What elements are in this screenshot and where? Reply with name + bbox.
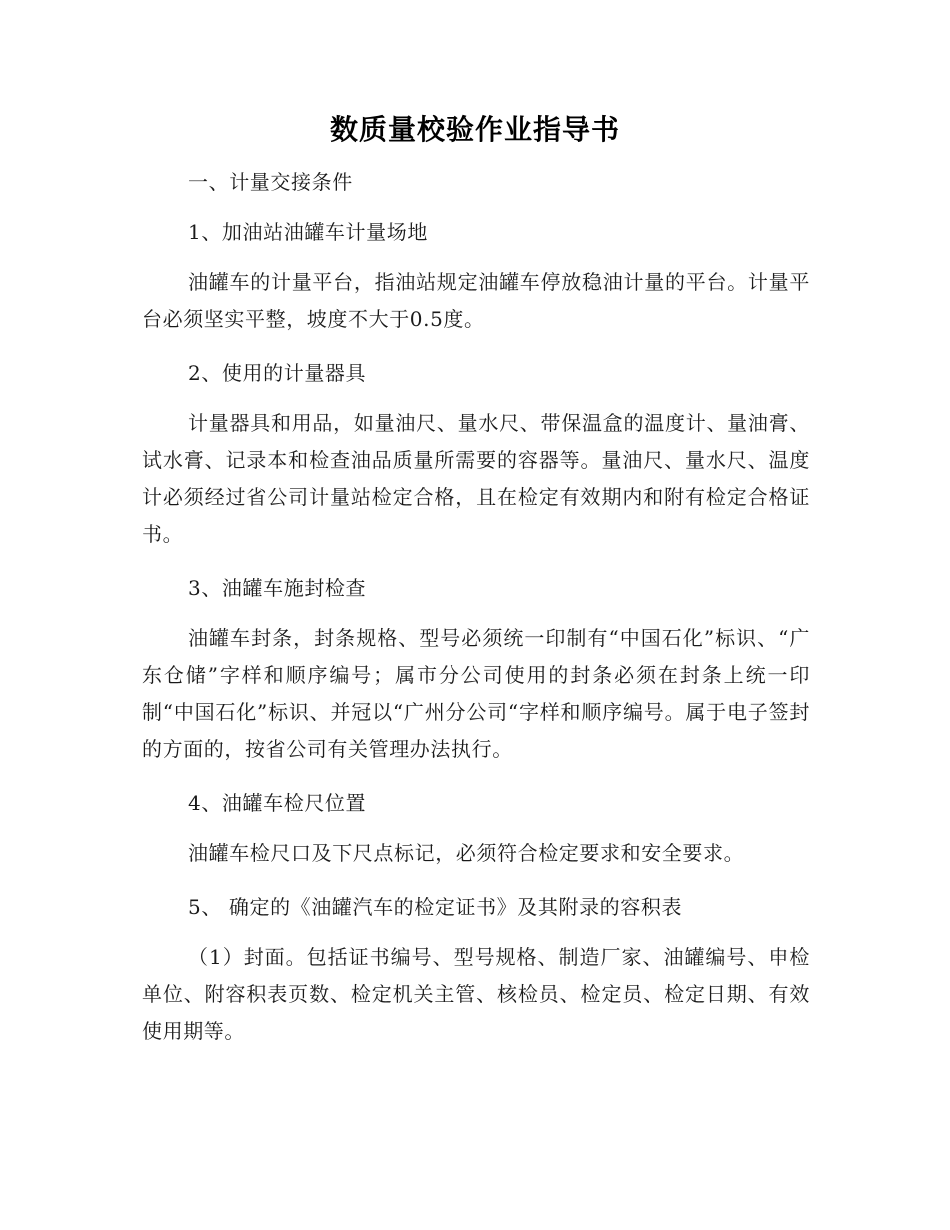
- subsection-heading-1: 1、加油站油罐车计量场地: [188, 220, 428, 244]
- paragraph-seal-inspection: 油罐车封条，封条规格、型号必须统一印制有“中国石化”标识、“广东仓储”字样和顺序编号；属市分公司使用的封条必须在封条上统一印制“中国石化”标识、并冠以“广州分公司“字样和顺序编号。属于电子签封的方面的，按省公司有关管理办法执行。: [142, 626, 810, 761]
- document-title: 数质量校验作业指导书: [329, 113, 620, 146]
- subsection-heading-2: 2、使用的计量器具: [188, 361, 367, 385]
- paragraph-measuring-instruments: 计量器具和用品，如量油尺、量水尺、带保温盒的温度计、量油膏、试水膏、记录本和检查油品质量所需要的容器等。量油尺、量水尺、温度计必须经过省公司计量站检定合格，且在检定有效期内和附有检定合格证书。: [142, 411, 810, 546]
- paragraph-measuring-platform: 油罐车的计量平台，指油站规定油罐车停放稳油计量的平台。计量平台必须坚实平整，坡度不大于0.5度。: [142, 270, 810, 331]
- subsection-heading-4: 4、油罐车检尺位置: [188, 791, 367, 815]
- section-heading-1: 一、计量交接条件: [188, 170, 353, 194]
- subsection-heading-5: 5、 确定的《油罐汽车的检定证书》及其附录的容积表: [188, 895, 683, 919]
- document-body: [142, 164, 810, 1067]
- paragraph-certificate-cover: （1）封面。包括证书编号、型号规格、制造厂家、油罐编号、申检单位、附容积表页数、检定机关主管、核检员、检定员、检定日期、有效使用期等。: [142, 945, 810, 1043]
- subsection-heading-3: 3、油罐车施封检查: [188, 576, 367, 600]
- paragraph-gauging-position: 油罐车检尺口及下尺点标记，必须符合检定要求和安全要求。: [188, 841, 745, 865]
